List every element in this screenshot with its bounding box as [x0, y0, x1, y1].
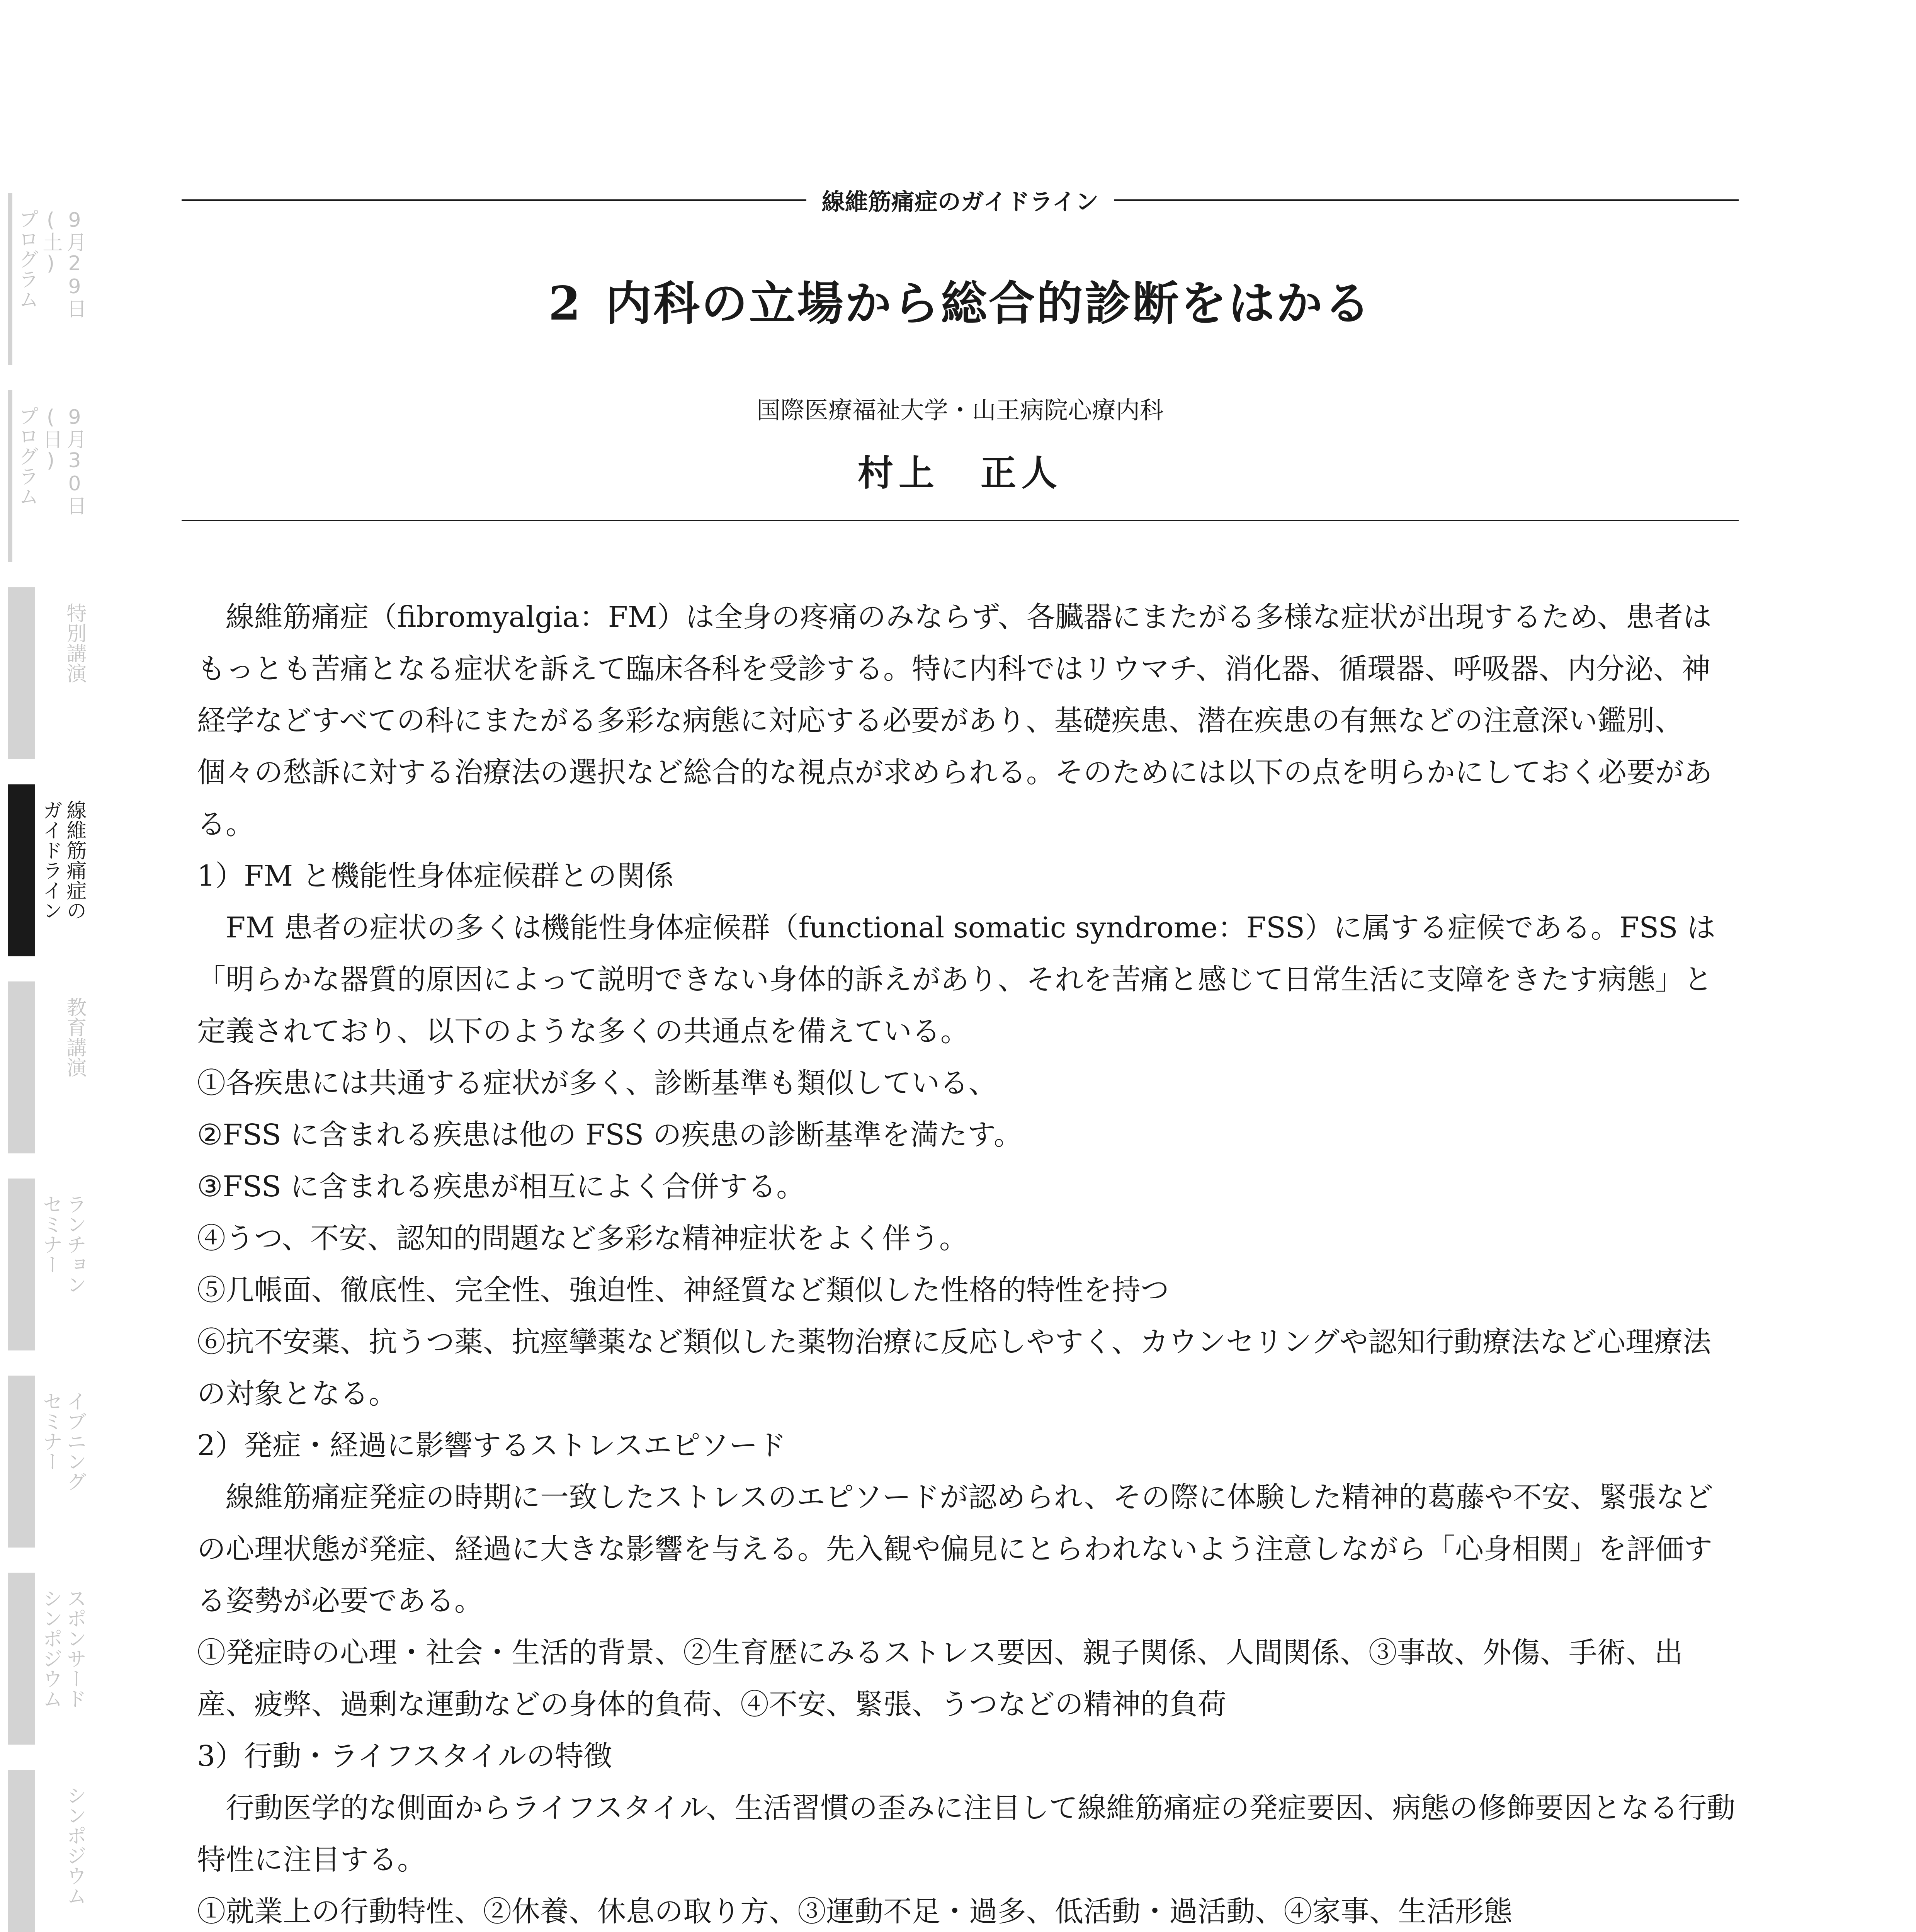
- side-tab-label: 教育講演: [63, 997, 86, 1077]
- side-tab-bar: [8, 193, 12, 365]
- side-tab-label: 9月29日(土) プログラム: [15, 209, 86, 318]
- list-item: ⑤几帳面、徹底性、完全性、強迫性、神経質など類似した性格的特性を持つ: [197, 1274, 1169, 1307]
- side-tab-educational-lecture: [8, 981, 89, 1153]
- side-tab-label: 特別講演: [63, 603, 86, 683]
- section-heading-1: 1）FM と機能性身体症候群との関係: [197, 859, 674, 893]
- list-item: ③FSS に含まれる疾患が相互によく合併する。: [197, 1170, 805, 1203]
- author-name: 村上 正人: [857, 452, 1063, 494]
- title-divider: [182, 520, 1739, 521]
- header-rule-right: [1114, 199, 1739, 201]
- section-heading-2: 2）発症・経過に影響するストレスエピソード: [197, 1429, 786, 1462]
- side-tab-program-sep30: [8, 390, 89, 562]
- side-tab-evening-seminar: [8, 1376, 89, 1548]
- section-3-paragraph: 行動医学的な側面からライフスタイル、生活習慣の歪みに注目して線維筋痛症の発症要因、病態の修飾要因となる行動特性に注目する。: [197, 1791, 1736, 1876]
- article-title-text: 内科の立場から総合的診断をはかる: [605, 276, 1372, 331]
- side-tab-bar: [8, 981, 35, 1153]
- side-tab-bar: [8, 587, 35, 759]
- side-tab-label: イブニング セミナー: [39, 1391, 86, 1492]
- list-item: ②FSS に含まれる疾患は他の FSS の疾患の診断基準を満たす。: [197, 1118, 1022, 1151]
- title-block: [182, 267, 1739, 496]
- side-tab-label: スポンサード シンポジウム: [39, 1588, 86, 1709]
- side-tab-label: シンポジウム: [63, 1785, 86, 1906]
- side-index-tabs: [0, 0, 97, 1932]
- section-1-paragraph: FM 患者の症状の多くは機能性身体症候群（functional somatic syndrome：FSS）に属する症候である。FSS は「明らかな器質的原因によって説明できない身体的訴えがあり、それを苦痛と感じて日常生活に支障をきたす病態」と定義されており、以下のような多くの共通点を備えている。: [197, 911, 1715, 1048]
- side-tab-sponsored-symposium: [8, 1573, 89, 1745]
- section-2-paragraph: 線維筋痛症発症の時期に一致したストレスのエピソードが認められ、その際に体験した精神的葛藤や不安、緊張などの心理状態が発症、経過に大きな影響を与える。先入観や偏見にとらわれないよう注意しながら「心身相関」を評価する姿勢が必要である。: [197, 1481, 1714, 1617]
- intro-paragraph: 線維筋痛症（fibromyalgia：FM）は全身の疼痛のみならず、各臓器にまたがる多様な症状が出現するため、患者はもっとも苦痛となる症状を訴えて臨床各科を受診する。特に内科ではリウマチ、消化器、循環器、呼吸器、内分泌、神経学などすべての科にまたがる多彩な病態に対応する必要があり、基礎疾患、潜在疾患の有無などの注意深い鑑別、個々の愁訴に対する治療法の選択など総合的な視点が求められる。そのためには以下の点を明らかにしておく必要がある。: [197, 600, 1712, 841]
- list-item: ④うつ、不安、認知的問題など多彩な精神症状をよく伴う。: [197, 1222, 968, 1255]
- running-title: 線維筋痛症のガイドライン: [821, 189, 1099, 216]
- author-affiliation: 国際医療福祉大学・山王病院心療内科: [756, 396, 1164, 424]
- list-item: ⑥抗不安薬、抗うつ薬、抗痙攣薬など類似した薬物治療に反応しやすく、カウンセリングや認知行動療法など心理療法の対象となる。: [197, 1325, 1712, 1410]
- side-tab-bar: [8, 1179, 35, 1350]
- side-tab-bar: [8, 1770, 35, 1932]
- side-tab-program-sep29: [8, 193, 89, 365]
- article-number: 2: [548, 276, 582, 331]
- article-title: [182, 267, 1739, 333]
- side-tab-symposium: [8, 1770, 89, 1932]
- side-tab-label: 9月30日(日) プログラム: [15, 406, 86, 515]
- side-tab-label: 線維筋痛症の ガイドライン: [39, 800, 86, 920]
- header-rule-left: [182, 199, 806, 201]
- section-heading-3: 3）行動・ライフスタイルの特徴: [197, 1740, 612, 1773]
- side-tab-bar: [8, 1573, 35, 1745]
- list-item: ①各疾患には共通する症状が多く、診断基準も類似している、: [197, 1066, 997, 1100]
- running-header: [182, 184, 1739, 217]
- side-tab-fm-guideline: [8, 784, 89, 956]
- section-2-items: ①発症時の心理・社会・生活的背景、②生育歴にみるストレス要因、親子関係、人間関係、③事故、外傷、手術、出産、疲弊、過剰な運動などの身体的負荷、④不安、緊張、うつなどの精神的負荷: [197, 1636, 1683, 1721]
- side-tab-luncheon-seminar: [8, 1179, 89, 1350]
- side-tab-label: ランチョン セミナー: [39, 1194, 86, 1294]
- section-3-items: ①就業上の行動特性、②休養、休息の取り方、③運動不足・過多、低活動・過活動、④家事、生活形態: [197, 1895, 1512, 1928]
- side-tab-special-lecture: [8, 587, 89, 759]
- side-tab-bar: [8, 784, 35, 956]
- side-tab-bar: [8, 1376, 35, 1548]
- article-body: [197, 591, 1739, 1932]
- side-tab-bar: [8, 390, 12, 562]
